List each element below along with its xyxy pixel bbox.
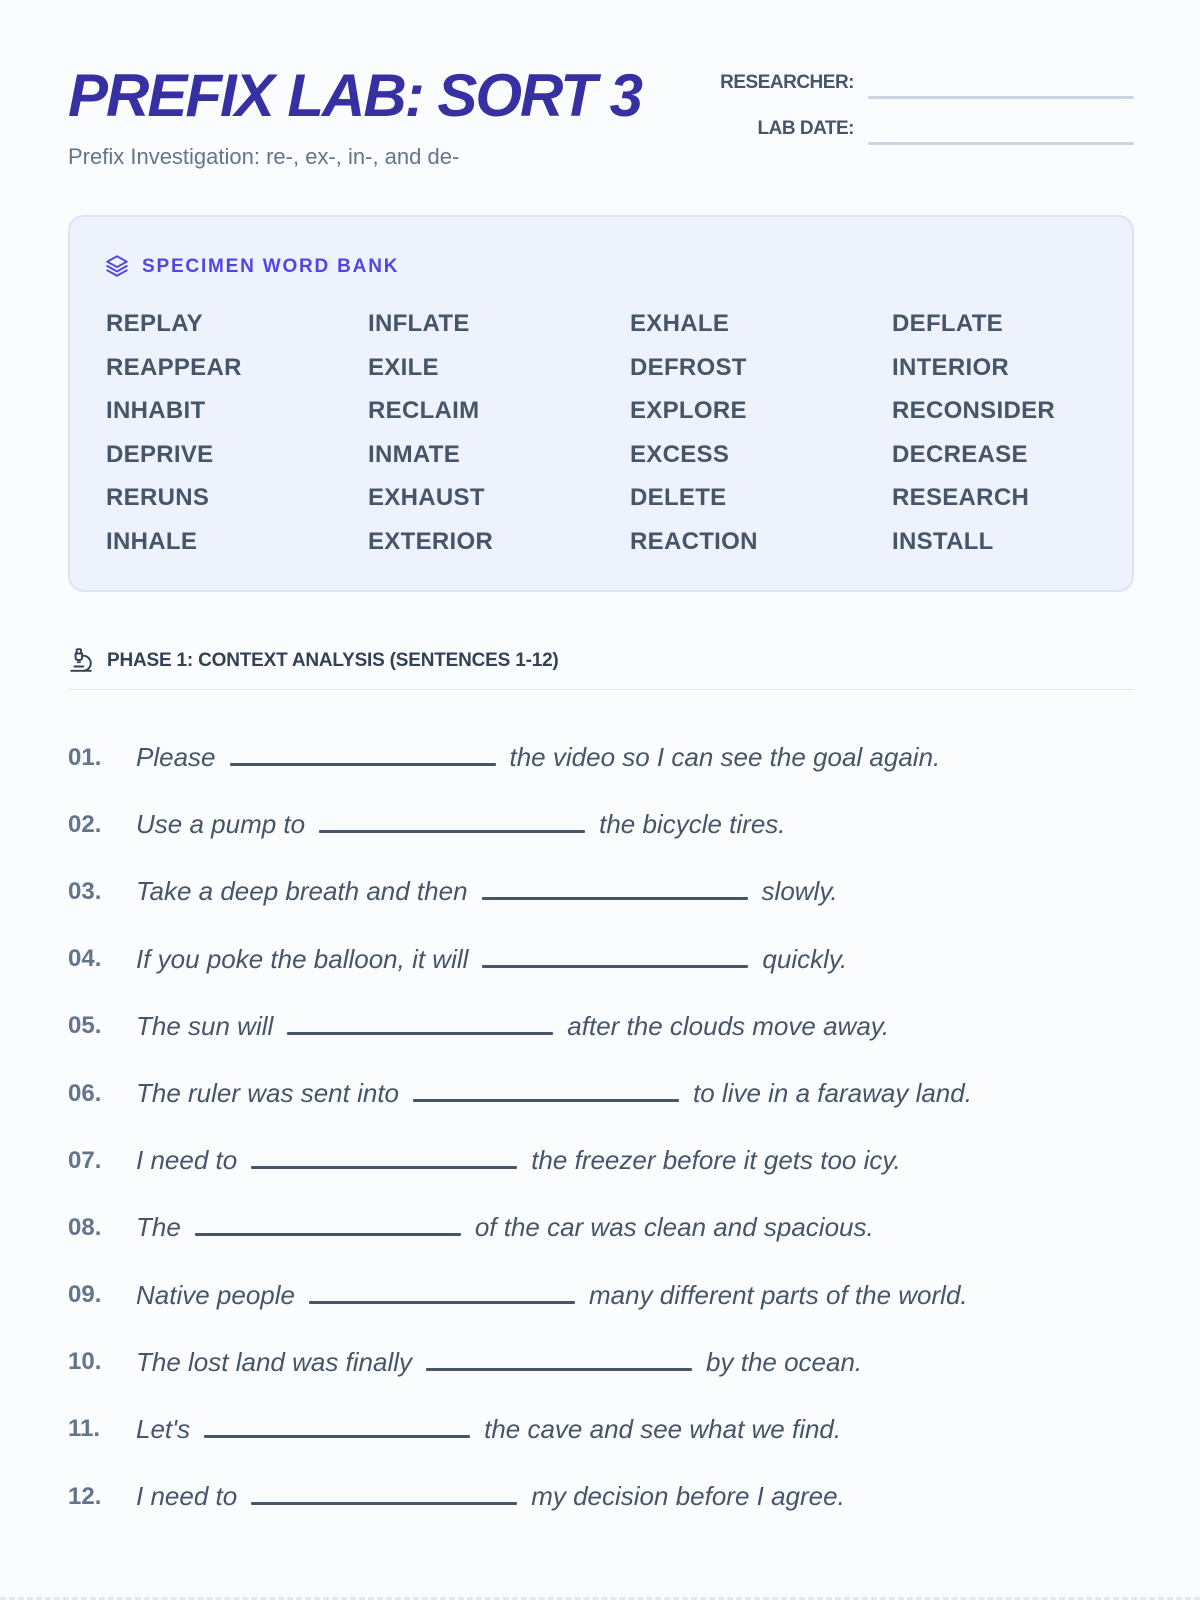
lab-date-row [700,116,1134,146]
sentence-number: 06. [68,1079,102,1107]
sentence-text-after: quickly. [762,943,848,974]
sentence-number: 04. [68,945,102,973]
word-bank-grid [106,309,1106,570]
word-bank-item: DELETE [630,484,727,511]
answer-blank[interactable] [309,1301,575,1304]
sentence-number: 12. [68,1482,102,1510]
sentence-row [68,1329,1134,1396]
word-bank-item: EXILE [368,353,439,381]
sentence-number: 01. [68,743,102,771]
answer-blank[interactable] [426,1368,692,1371]
answer-blank[interactable] [413,1099,679,1102]
sentence-text-after: of the car was clean and spacious. [474,1212,874,1243]
sentence-number: 05. [68,1012,102,1040]
sentence-text-after: many different parts of the world. [589,1279,968,1310]
word-bank-item: RERUNS [106,484,210,511]
word-bank-item: REAPPEAR [106,353,242,381]
sentence-text-before: Please [136,742,216,773]
word-bank-item: REACTION [630,527,758,555]
answer-blank[interactable] [195,1233,461,1236]
word-bank-item: DECREASE [892,440,1028,468]
sentence-text-after: by the ocean. [706,1346,863,1377]
word-bank-item: DEPRIVE [106,440,214,468]
word-bank-item: INMATE [368,440,461,468]
sentence-text-after: the freezer before it gets too icy. [531,1145,901,1176]
researcher-label: RESEARCHER: [720,72,854,93]
sentence-text-before: Native people [136,1279,295,1310]
word-bank-item: RECLAIM [368,397,480,424]
word-bank-item: EXHAUST [368,484,485,511]
sentence-text-before: The sun will [136,1010,274,1041]
sentence-number: 08. [68,1213,102,1241]
answer-blank[interactable] [251,1166,517,1169]
word-bank-item: REPLAY [106,310,203,337]
sentence-number: 07. [68,1146,102,1174]
word-bank-item: INHABIT [106,397,206,424]
sentence-number: 02. [68,810,102,838]
lab-date-label: LAB DATE: [757,118,854,139]
researcher-field[interactable] [868,96,1134,99]
answer-blank[interactable] [482,897,748,900]
sentence-row [68,1194,1134,1261]
sentence-text-before: If you poke the balloon, it will [136,943,469,974]
word-bank-item: EXTERIOR [368,527,494,555]
sentence-text-after: the bicycle tires. [599,809,786,840]
sentence-row [68,791,1134,858]
sentence-row [68,926,1134,993]
microscope-icon [68,647,94,673]
sentence-text-before: I need to [136,1145,238,1176]
sentence-text-before: I need to [136,1481,238,1512]
sentence-number: 09. [68,1281,102,1309]
sentence-text-after: my decision before I agree. [531,1481,845,1512]
sentence-text-after: the cave and see what we find. [484,1413,842,1444]
answer-blank[interactable] [287,1032,553,1035]
sentence-list [68,724,1134,1530]
word-bank-item: EXCESS [630,440,730,468]
sentence-text-before: The ruler was sent into [136,1078,400,1109]
answer-blank[interactable] [251,1502,517,1505]
sentence-row [68,724,1134,791]
page-title: PREFIX LAB: SORT 3 [68,62,641,129]
sentence-row [68,1127,1134,1194]
word-bank-item: DEFLATE [892,310,1003,337]
sentence-row [68,858,1134,925]
word-bank-item: RECONSIDER [892,397,1056,424]
word-bank [68,215,1134,592]
word-bank-item: INTERIOR [892,353,1010,381]
sentence-text-before: Use a pump to [136,809,306,840]
sentence-text-before: The [136,1212,181,1243]
word-bank-title: SPECIMEN WORD BANK [142,256,400,277]
sentence-row [68,1463,1134,1530]
answer-blank[interactable] [482,965,748,968]
sentence-number: 11. [68,1415,101,1443]
word-bank-item: INSTALL [892,527,994,555]
word-bank-item: EXHALE [630,310,730,337]
answer-blank[interactable] [230,763,496,766]
sentence-row [68,1396,1134,1463]
word-bank-item: EXPLORE [630,397,747,424]
sentence-row [68,993,1134,1060]
sentence-text-after: to live in a faraway land. [693,1078,972,1109]
sentence-row [68,1262,1134,1329]
page-subtitle: Prefix Investigation: re-, ex-, in-, and de- [68,144,460,169]
sentence-text-after: slowly. [761,876,838,907]
phase-header [68,646,1134,690]
sentence-text-before: Take a deep breath and then [136,876,468,907]
sentence-text-before: The lost land was finally [136,1346,413,1377]
sentence-number: 03. [68,877,102,905]
sentence-text-after: the video so I can see the goal again. [509,742,941,773]
sentence-number: 10. [68,1348,102,1376]
word-bank-item: INHALE [106,527,198,555]
lab-date-field[interactable] [868,142,1134,145]
word-bank-item: RESEARCH [892,484,1030,511]
sentence-row [68,1060,1134,1127]
word-bank-item: INFLATE [368,310,470,337]
sentence-text-after: after the clouds move away. [567,1010,890,1041]
layers-icon [104,253,130,279]
sentence-text-before: Let's [136,1413,191,1444]
researcher-row [700,70,1134,100]
answer-blank[interactable] [204,1435,470,1438]
word-bank-item: DEFROST [630,353,747,381]
answer-blank[interactable] [319,830,585,833]
phase-title: PHASE 1: CONTEXT ANALYSIS (SENTENCES 1-12) [107,650,559,671]
